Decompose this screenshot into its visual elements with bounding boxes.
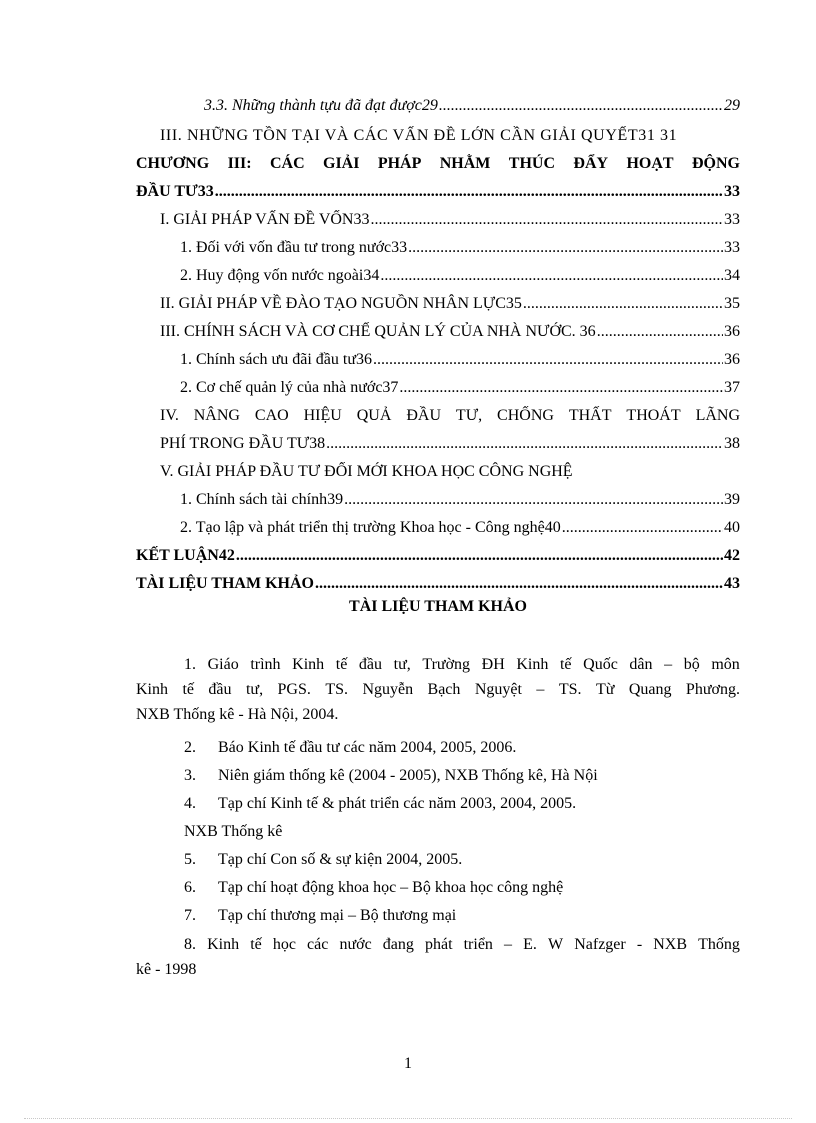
toc-entry-text: II. GIẢI PHÁP VỀ ĐÀO TẠO NGUỒN NHÂN LỰC35: [160, 295, 522, 312]
toc-leader-dots: [562, 518, 723, 538]
toc-entry-text: 1. Đối với vốn đầu tư trong nước33: [180, 239, 408, 256]
toc-entry-text: 2. Cơ chế quản lý của nhà nước37: [180, 379, 399, 396]
reference-text: Tạp chí Con số & sự kiện 2004, 2005.: [218, 851, 463, 868]
toc-leader-dots: [236, 546, 723, 566]
reference-word: đang: [382, 936, 414, 953]
reference-word: tư,: [245, 681, 264, 698]
toc-leader-dots: [523, 294, 723, 314]
reference-word: tế: [559, 656, 572, 673]
toc-word: CÁC: [269, 155, 305, 172]
toc-word: ĐẨY: [573, 155, 609, 172]
reference-word: nước: [339, 936, 372, 953]
toc-word: NHẰM: [439, 155, 491, 172]
reference-item-4-continuation: NXB Thống kê: [184, 823, 283, 840]
toc-leader-dots: [315, 574, 723, 594]
toc-entry-text: ĐẦU TƯ33: [136, 183, 214, 200]
toc-leader-dots: [373, 350, 723, 370]
reference-word: PGS.: [277, 681, 311, 698]
toc-leader-dots: [380, 266, 723, 286]
reference-item-8: [136, 932, 740, 982]
toc-leader-dots: [344, 490, 723, 510]
toc-entry-text: 1. Chính sách tài chính39: [180, 491, 344, 508]
toc-entry-text: I. GIẢI PHÁP VẤN ĐỀ VỐN33: [160, 211, 370, 228]
toc-entry-text: PHÍ TRONG ĐẦU TƯ38: [160, 435, 326, 452]
reference-word: đầu: [358, 656, 383, 673]
reference-word: môn: [711, 656, 740, 673]
reference-word: Thống: [698, 936, 740, 953]
reference-word: Trường: [422, 656, 471, 673]
reference-word: tế: [335, 656, 348, 673]
reference-line: [136, 932, 740, 957]
toc-leader-dots: [326, 434, 723, 454]
reference-text: Niên giám thống kê (2004 - 2005), NXB Thống kê, Hà Nội: [218, 767, 598, 784]
reference-word: -: [636, 936, 643, 953]
reference-number: 8.: [184, 936, 196, 953]
reference-text: Tạp chí hoạt động khoa học – Bộ khoa học công nghệ: [218, 879, 564, 896]
toc-page-number: 42: [724, 547, 740, 564]
toc-entry-v[interactable]: [160, 462, 740, 482]
toc-entry-ii-nhan-luc[interactable]: [160, 294, 740, 314]
toc-word: III:: [227, 155, 252, 172]
references-heading: TÀI LIỆU THAM KHẢO: [349, 598, 527, 615]
toc-word: THẤT: [568, 407, 612, 424]
reference-number: 4.: [184, 795, 196, 812]
reference-text: Báo Kinh tế đầu tư các năm 2004, 2005, 2006.: [218, 739, 517, 756]
toc-page-number: 33: [724, 239, 740, 256]
reference-word: Giáo: [207, 656, 239, 673]
reference-word: dân: [629, 656, 653, 673]
reference-word: triển: [463, 936, 493, 953]
reference-number: 5.: [184, 851, 196, 868]
reference-number: 2.: [184, 739, 196, 756]
reference-word: Quang: [628, 681, 672, 698]
toc-chapter-iii-line1[interactable]: [136, 154, 740, 174]
toc-entry-text: 2. Tạo lập và phát triển thị trường Khoa học - Công nghệ40: [180, 519, 561, 536]
reference-word: Phương.: [685, 681, 740, 698]
page-bottom-divider: [24, 1118, 792, 1119]
reference-line: NXB Thống kê - Hà Nội, 2004.: [136, 706, 339, 723]
toc-word: CAO: [254, 407, 289, 424]
reference-word: Nguyệt: [474, 681, 522, 698]
reference-word: phát: [424, 936, 453, 953]
reference-number: 7.: [184, 907, 196, 924]
reference-word: học: [272, 936, 296, 953]
reference-item-2: [184, 738, 516, 758]
toc-word: HOẠT: [626, 155, 674, 172]
toc-leader-dots: [399, 378, 723, 398]
toc-ket-luan[interactable]: [136, 546, 740, 566]
toc-word: NÂNG: [193, 407, 240, 424]
toc-entry-iv-line1[interactable]: [160, 406, 740, 426]
toc-word: CHỐNG: [497, 407, 554, 424]
toc-entry-1-tai-chinh[interactable]: [180, 490, 740, 510]
toc-word: QUẢ: [356, 407, 392, 424]
reference-word: Kinh: [136, 681, 168, 698]
reference-word: ĐH: [481, 656, 505, 673]
toc-leader-dots: [215, 182, 723, 202]
reference-word: Quốc: [583, 656, 618, 673]
reference-word: Từ: [595, 681, 615, 698]
page-number: 1: [404, 1055, 412, 1072]
toc-entry-iv-line2[interactable]: [160, 434, 740, 454]
toc-word: THÚC: [508, 155, 556, 172]
toc-entry-2-thi-truong[interactable]: [180, 518, 740, 538]
toc-word: CHƯƠNG: [136, 155, 210, 172]
toc-word: IV.: [160, 407, 179, 424]
reference-word: bộ: [683, 656, 700, 673]
reference-word: trình: [250, 656, 281, 673]
reference-word: Kinh: [516, 656, 549, 673]
reference-item-3: [184, 766, 598, 786]
reference-word: –: [664, 656, 673, 673]
toc-page-number: 40: [724, 519, 740, 536]
reference-word: Bạch: [427, 681, 461, 698]
toc-chapter-iii-line2[interactable]: [136, 182, 740, 202]
toc-tai-lieu[interactable]: [136, 574, 740, 594]
toc-entry-i-von[interactable]: [160, 210, 740, 230]
reference-number: 6.: [184, 879, 196, 896]
toc-entry-text: 3.3. Những thành tựu đã đạt được29: [204, 97, 438, 114]
reference-word: tế: [250, 936, 262, 953]
toc-entry-text: III. NHỮNG TỒN TẠI VÀ CÁC VẤN ĐỀ LỚN CẦN GIẢI QUYẾT31 31: [160, 127, 678, 144]
toc-entry-text: V. GIẢI PHÁP ĐẦU TƯ ĐỔI MỚI KHOA HỌC CÔNG NGHỆ: [160, 463, 573, 480]
reference-word: các: [307, 936, 329, 953]
reference-word: Nguyễn: [362, 681, 414, 698]
toc-leader-dots: [439, 96, 723, 116]
toc-entry-3-3[interactable]: [204, 96, 740, 116]
reference-item-4: [184, 794, 576, 814]
toc-entry-text: 2. Huy động vốn nước ngoài34: [180, 267, 380, 284]
toc-entry-1-uu-dai[interactable]: [180, 350, 740, 370]
reference-item-7: [184, 906, 456, 926]
reference-word: tư,: [393, 656, 411, 673]
reference-word: W: [548, 936, 564, 953]
reference-word: TS.: [558, 681, 582, 698]
reference-word: Kinh: [292, 656, 325, 673]
reference-item-5: [184, 850, 462, 870]
toc-entry-iii-ton-tai[interactable]: [160, 126, 740, 146]
reference-word: tế: [182, 681, 194, 698]
toc-entry-1-trong-nuoc[interactable]: [180, 238, 740, 258]
reference-number: 3.: [184, 767, 196, 784]
toc-page-number: 39: [724, 491, 740, 508]
reference-word: NXB: [653, 936, 688, 953]
toc-page-number: 38: [724, 435, 740, 452]
reference-text: Tạp chí Kinh tế & phát triển các năm 2003, 2004, 2005.: [218, 795, 577, 812]
toc-entry-text: 1. Chính sách ưu đãi đầu tư36: [180, 351, 372, 368]
toc-word: LÃNG: [695, 407, 740, 424]
reference-item-1: [136, 652, 740, 727]
toc-entry-text: KẾT LUẬN42: [136, 547, 235, 564]
toc-page-number: 43: [724, 575, 740, 592]
reference-line: [136, 652, 740, 677]
toc-entry-2-nuoc-ngoai[interactable]: [180, 266, 740, 286]
toc-page-number: 33: [724, 211, 740, 228]
reference-line: kê - 1998: [136, 961, 197, 978]
toc-page-number: 34: [724, 267, 740, 284]
toc-entry-iii-chinh-sach[interactable]: [160, 322, 740, 342]
toc-page-number: 37: [724, 379, 740, 396]
reference-word: –: [504, 936, 513, 953]
reference-word: E.: [523, 936, 537, 953]
toc-entry-2-co-che[interactable]: [180, 378, 740, 398]
toc-leader-dots: [408, 238, 723, 258]
toc-word: PHÁP: [377, 155, 422, 172]
toc-page-number: 29: [724, 97, 740, 114]
reference-word: TS.: [325, 681, 348, 698]
reference-line: [136, 677, 740, 702]
reference-number: 1.: [184, 656, 196, 673]
reference-text: Tạp chí thương mại – Bộ thương mại: [218, 907, 457, 924]
toc-page-number: 36: [724, 323, 740, 340]
reference-item-6: [184, 878, 563, 898]
reference-word: đầu: [208, 681, 232, 698]
toc-entry-text: TÀI LIỆU THAM KHẢO: [136, 575, 314, 592]
reference-word: Nafzger: [574, 936, 626, 953]
toc-entry-text: III. CHÍNH SÁCH VÀ CƠ CHẾ QUẢN LÝ CỦA NHÀ NƯỚC. 36: [160, 323, 596, 340]
reference-word: Kinh: [207, 936, 240, 953]
toc-word: GIẢI: [323, 155, 360, 172]
reference-word: –: [536, 681, 545, 698]
toc-word: ĐẦU: [406, 407, 441, 424]
toc-word: HIỆU: [303, 407, 342, 424]
toc-word: THOÁT: [626, 407, 681, 424]
toc-word: ĐỘNG: [691, 155, 740, 172]
toc-leader-dots: [597, 322, 723, 342]
toc-page-number: 35: [724, 295, 740, 312]
toc-page-number: 33: [724, 183, 740, 200]
toc-page-number: 36: [724, 351, 740, 368]
toc-word: TƯ,: [455, 407, 483, 424]
toc-leader-dots: [370, 210, 723, 230]
